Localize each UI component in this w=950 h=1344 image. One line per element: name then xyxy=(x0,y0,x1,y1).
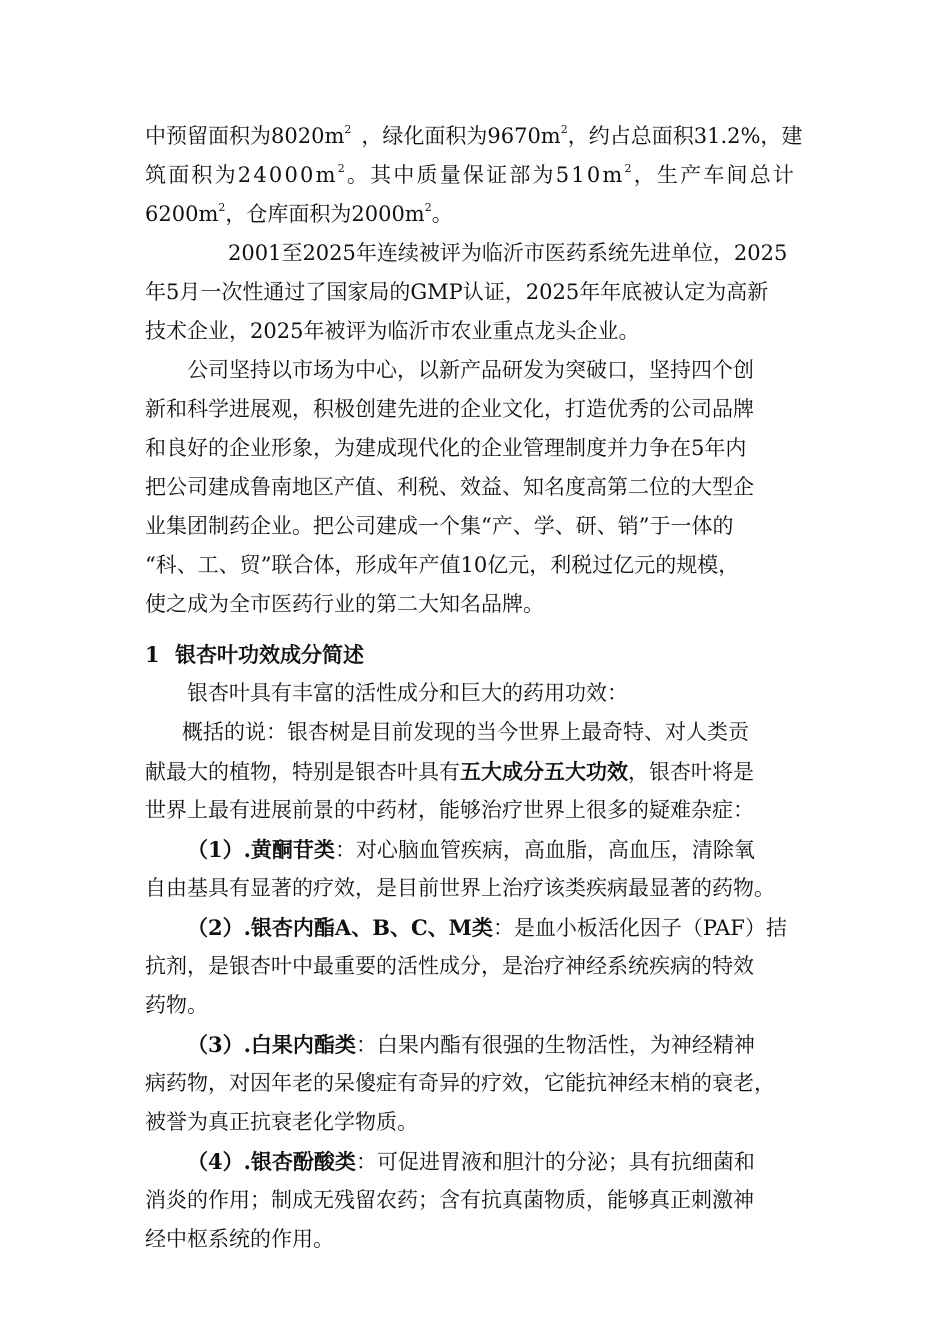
list-item xyxy=(187,839,755,861)
text-line: 和良好的企业形象，为建成现代化的企业管理制度并力争在5年内 xyxy=(145,436,747,460)
superscript: 2 xyxy=(624,162,634,175)
text-run: 6200m xyxy=(145,202,219,226)
text-line: 新和科学进展观，积极创建先进的企业文化，打造优秀的公司品牌 xyxy=(145,397,754,421)
text-line: 被誉为真正抗衰老化学物质。 xyxy=(145,1110,418,1134)
text-line: 公司坚持以市场为中心，以新产品研发为突破口，坚持四个创 xyxy=(187,358,754,382)
text-line: 经中枢系统的作用。 xyxy=(145,1227,334,1251)
text-run: ，银杏叶将是 xyxy=(628,760,754,784)
item-label: （3）.白果内酯类 xyxy=(187,1032,356,1057)
text-line xyxy=(145,162,797,187)
text-line: 概括的说：银杏树是目前发现的当今世界上最奇特、对人类贡 xyxy=(182,720,749,744)
text-run: ，绿化面积为 xyxy=(361,124,488,148)
text-line: 把公司建成鲁南地区产值、利税、效益、知名度高第二位的大型企 xyxy=(145,475,754,499)
text-run: 中预留面积为 xyxy=(145,124,271,148)
text-line: 使之成为全市医药行业的第二大知名品牌。 xyxy=(145,592,544,616)
item-label: （4）.银杏酚酸类 xyxy=(187,1149,356,1174)
text-line: 自由基具有显著的疗效，是目前世界上治疗该类疾病最显著的药物。 xyxy=(145,876,775,900)
text-line: 抗剂，是银杏叶中最重要的活性成分，是治疗神经系统疾病的特效 xyxy=(145,954,754,978)
superscript: 2 xyxy=(337,162,347,175)
text-run: ，仓库面积为2000m xyxy=(225,202,425,226)
text-line: 世界上最有进展前景的中药材，能够治疗世界上很多的疑难杂症： xyxy=(145,798,754,822)
text-run: ，生产车间总计 xyxy=(633,163,797,187)
text-line: 年5月一次性通过了国家局的GMP认证，2025年年底被认定为高新 xyxy=(145,280,769,304)
item-text: ：对心脑血管疾病，高血脂，高血压，清除氧 xyxy=(334,838,755,862)
text-run: 献最大的植物，特别是银杏叶具有 xyxy=(145,760,460,784)
text-line: 病药物，对因年老的呆傻症有奇异的疗效，它能抗神经末梢的衰老， xyxy=(145,1071,775,1095)
text-line: 技术企业，2025年被评为临沂市农业重点龙头企业。 xyxy=(145,319,640,343)
superscript: 2 xyxy=(424,201,432,214)
text-line xyxy=(145,761,754,783)
emphasis-text: 五大成分五大功效 xyxy=(460,759,628,784)
item-label: （1）.黄酮苷类 xyxy=(187,837,335,862)
text-run: 。 xyxy=(431,202,453,226)
section-heading xyxy=(145,644,364,665)
item-label: （2）.银杏内酯A、B、C、M类 xyxy=(187,915,493,940)
item-text: ：白果内酯有很强的生物活性，为神经精神 xyxy=(355,1033,755,1057)
text-line: 业集团制药企业。把公司建成一个集“产、学、研、销”于一体的 xyxy=(145,514,734,538)
list-item xyxy=(187,917,787,939)
superscript: 2 xyxy=(344,123,352,136)
text-run: 8020m xyxy=(271,124,345,148)
text-line: 消炎的作用；制成无残留农药；含有抗真菌物质，能够真正刺激神 xyxy=(145,1188,754,1212)
section-number: 1 xyxy=(145,642,160,667)
text-line: “科、工、贸”联合体，形成年产值10亿元，利税过亿元的规模， xyxy=(145,553,740,577)
text-line: 银杏叶具有丰富的活性成分和巨大的药用功效： xyxy=(187,681,628,705)
item-text: ：可促进胃液和胆汁的分泌；具有抗细菌和 xyxy=(355,1150,755,1174)
text-run: ，约占总面积31.2%，建 xyxy=(567,124,803,148)
text-run: 筑面积为24000m xyxy=(145,163,338,187)
superscript: 2 xyxy=(560,123,568,136)
superscript: 2 xyxy=(218,201,226,214)
list-item xyxy=(187,1151,755,1173)
text-line: 药物。 xyxy=(145,993,208,1017)
text-line: 2001至2025年连续被评为临沂市医药系统先进单位，2025 xyxy=(228,241,788,265)
item-text: ：是血小板活化因子（PAF）拮 xyxy=(492,916,787,940)
text-run: 9670m xyxy=(487,124,561,148)
text-line xyxy=(145,201,453,226)
list-item xyxy=(187,1034,755,1056)
text-run: 。其中质量保证部为510m xyxy=(346,163,625,187)
text-line xyxy=(145,123,803,148)
section-title: 银杏叶功效成分简述 xyxy=(175,642,364,667)
